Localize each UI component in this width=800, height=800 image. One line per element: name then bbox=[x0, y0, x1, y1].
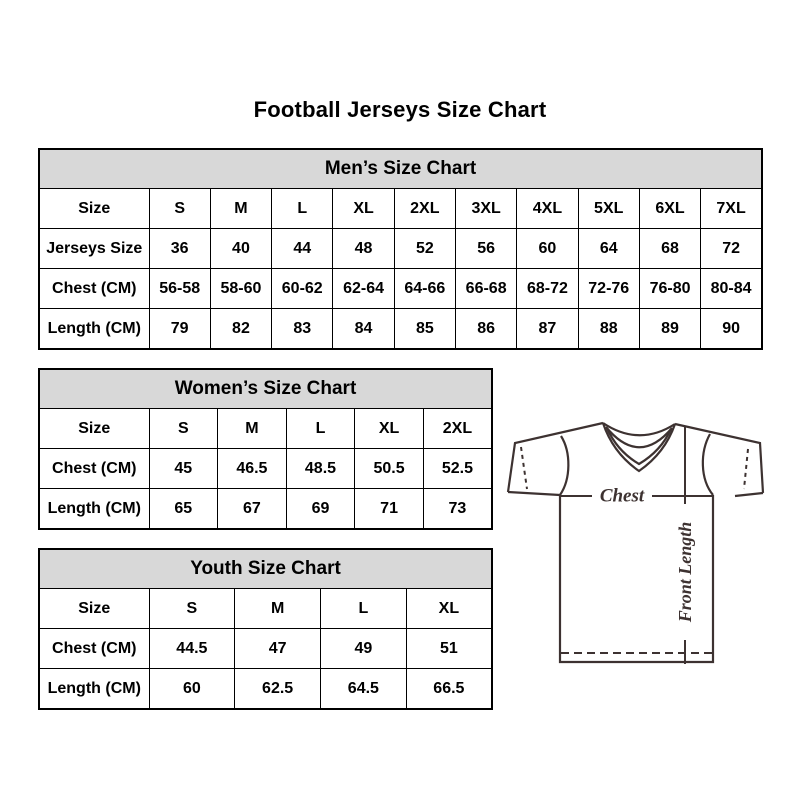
table-row bbox=[39, 629, 492, 669]
value-cell: M bbox=[235, 589, 321, 629]
value-cell: 66-68 bbox=[455, 269, 516, 309]
table-row bbox=[39, 229, 762, 269]
mens-size-table bbox=[38, 148, 763, 350]
chest-label: Chest bbox=[599, 485, 645, 507]
value-cell: 64 bbox=[578, 229, 639, 269]
value-cell: 50.5 bbox=[355, 449, 424, 489]
value-cell: 5XL bbox=[578, 189, 639, 229]
value-cell: M bbox=[210, 189, 271, 229]
table-header-row bbox=[39, 149, 762, 189]
value-cell: 52 bbox=[394, 229, 455, 269]
value-cell: M bbox=[218, 409, 287, 449]
value-cell: 47 bbox=[235, 629, 321, 669]
value-cell: 3XL bbox=[455, 189, 516, 229]
table-row bbox=[39, 269, 762, 309]
value-cell: S bbox=[149, 589, 235, 629]
value-cell: 83 bbox=[272, 309, 333, 350]
row-label-cell: Size bbox=[39, 589, 149, 629]
table-row bbox=[39, 449, 492, 489]
value-cell: 46.5 bbox=[218, 449, 287, 489]
value-cell: 2XL bbox=[394, 189, 455, 229]
value-cell: 60 bbox=[149, 669, 235, 710]
youth-table-title: Youth Size Chart bbox=[39, 549, 492, 589]
value-cell: 62.5 bbox=[235, 669, 321, 710]
value-cell: 71 bbox=[355, 489, 424, 530]
value-cell: L bbox=[321, 589, 407, 629]
value-cell: 62-64 bbox=[333, 269, 394, 309]
value-cell: 88 bbox=[578, 309, 639, 350]
value-cell: 2XL bbox=[423, 409, 492, 449]
value-cell: 58-60 bbox=[210, 269, 271, 309]
row-label-cell: Chest (CM) bbox=[39, 269, 149, 309]
value-cell: 72-76 bbox=[578, 269, 639, 309]
value-cell: 36 bbox=[149, 229, 210, 269]
value-cell: XL bbox=[333, 189, 394, 229]
value-cell: XL bbox=[355, 409, 424, 449]
value-cell: 82 bbox=[210, 309, 271, 350]
value-cell: 45 bbox=[149, 449, 218, 489]
value-cell: L bbox=[272, 189, 333, 229]
value-cell: 7XL bbox=[701, 189, 762, 229]
value-cell: 72 bbox=[701, 229, 762, 269]
row-label-cell: Size bbox=[39, 189, 149, 229]
value-cell: L bbox=[286, 409, 355, 449]
table-header-row bbox=[39, 549, 492, 589]
row-label-cell: Length (CM) bbox=[39, 309, 149, 350]
value-cell: 64-66 bbox=[394, 269, 455, 309]
row-label-cell: Chest (CM) bbox=[39, 629, 149, 669]
row-label-cell: Length (CM) bbox=[39, 489, 149, 530]
value-cell: 49 bbox=[321, 629, 407, 669]
value-cell: S bbox=[149, 189, 210, 229]
value-cell: 52.5 bbox=[423, 449, 492, 489]
value-cell: 90 bbox=[701, 309, 762, 350]
right-sleeve-stitch-line bbox=[744, 449, 748, 489]
table-row bbox=[39, 409, 492, 449]
value-cell: 68-72 bbox=[517, 269, 578, 309]
mens-table-title: Men’s Size Chart bbox=[39, 149, 762, 189]
row-label-cell: Size bbox=[39, 409, 149, 449]
table-row bbox=[39, 669, 492, 710]
value-cell: 85 bbox=[394, 309, 455, 350]
jersey-outline bbox=[508, 423, 763, 662]
table-row bbox=[39, 489, 492, 530]
jersey-diagram bbox=[500, 395, 780, 680]
value-cell: 67 bbox=[218, 489, 287, 530]
value-cell: 68 bbox=[639, 229, 700, 269]
value-cell: 69 bbox=[286, 489, 355, 530]
value-cell: 56-58 bbox=[149, 269, 210, 309]
value-cell: 86 bbox=[455, 309, 516, 350]
value-cell: 80-84 bbox=[701, 269, 762, 309]
value-cell: 48 bbox=[333, 229, 394, 269]
front-length-label: Front Length bbox=[675, 521, 695, 623]
value-cell: 44.5 bbox=[149, 629, 235, 669]
value-cell: 73 bbox=[423, 489, 492, 530]
value-cell: 87 bbox=[517, 309, 578, 350]
value-cell: 66.5 bbox=[406, 669, 492, 710]
value-cell: 65 bbox=[149, 489, 218, 530]
womens-table-title: Women’s Size Chart bbox=[39, 369, 492, 409]
row-label-cell: Length (CM) bbox=[39, 669, 149, 710]
table-row bbox=[39, 589, 492, 629]
value-cell: 60 bbox=[517, 229, 578, 269]
table-row bbox=[39, 309, 762, 350]
value-cell: 6XL bbox=[639, 189, 700, 229]
value-cell: 48.5 bbox=[286, 449, 355, 489]
value-cell: 51 bbox=[406, 629, 492, 669]
value-cell: 60-62 bbox=[272, 269, 333, 309]
value-cell: 64.5 bbox=[321, 669, 407, 710]
youth-size-table bbox=[38, 548, 493, 710]
page-title: Football Jerseys Size Chart bbox=[253, 97, 547, 122]
value-cell: 84 bbox=[333, 309, 394, 350]
value-cell: 40 bbox=[210, 229, 271, 269]
value-cell: 79 bbox=[149, 309, 210, 350]
value-cell: 44 bbox=[272, 229, 333, 269]
value-cell: 56 bbox=[455, 229, 516, 269]
value-cell: S bbox=[149, 409, 218, 449]
left-sleeve-stitch-line bbox=[521, 447, 527, 489]
value-cell: XL bbox=[406, 589, 492, 629]
value-cell: 89 bbox=[639, 309, 700, 350]
womens-size-table bbox=[38, 368, 493, 530]
value-cell: 4XL bbox=[517, 189, 578, 229]
row-label-cell: Chest (CM) bbox=[39, 449, 149, 489]
value-cell: 76-80 bbox=[639, 269, 700, 309]
table-row bbox=[39, 189, 762, 229]
table-header-row bbox=[39, 369, 492, 409]
row-label-cell: Jerseys Size bbox=[39, 229, 149, 269]
